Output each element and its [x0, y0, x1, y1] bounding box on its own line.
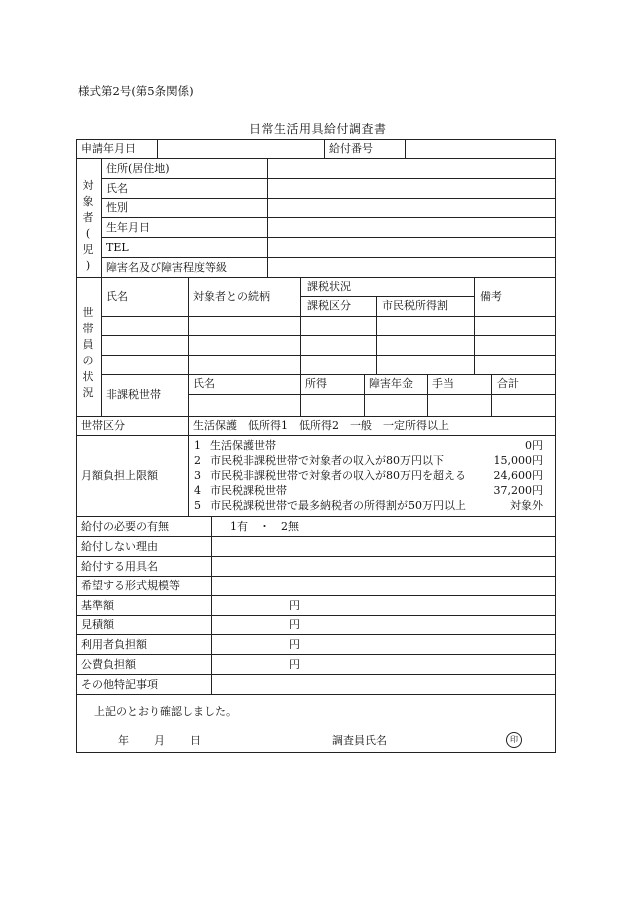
household-name-header: 氏名	[106, 290, 128, 303]
subject-group-label: 対 象 者 ( 児 )	[82, 179, 94, 272]
name-label: 氏名	[106, 182, 128, 195]
yen-unit: 円	[289, 618, 300, 631]
list-item-amount: 対象外	[510, 499, 543, 512]
list-item-number: 1	[194, 439, 201, 452]
list-item-amount: 0円	[525, 439, 543, 452]
yen-unit: 円	[289, 638, 300, 651]
estimate-label: 見積額	[81, 618, 114, 631]
standard-amount-label: 基準額	[81, 599, 114, 612]
list-item-number: 2	[194, 454, 201, 467]
non-taxable-label: 非課税世帯	[106, 388, 161, 401]
sex-label: 性別	[106, 201, 128, 214]
total-header: 合計	[497, 377, 519, 390]
tel-label: TEL	[106, 241, 129, 254]
disability-label: 障害名及び障害程度等級	[106, 261, 227, 274]
desired-spec-label: 希望する形式規模等	[81, 579, 180, 592]
list-item-number: 5	[194, 499, 201, 512]
monthly-limit-label: 月額負担上限額	[81, 469, 158, 482]
application-date-label: 申請年月日	[81, 142, 136, 155]
pension-header: 障害年金	[369, 377, 413, 390]
list-item-description: 生活保護世帯	[210, 439, 276, 452]
household-category-options: 生活保護 低所得1 低所得2 一般 一定所得以上	[193, 419, 449, 432]
document-title: 日常生活用具給付調査書	[249, 122, 387, 136]
tax-status-header: 課税状況	[307, 280, 351, 293]
tax-category-header: 課税区分	[307, 299, 351, 312]
list-item-amount: 24,600円	[493, 469, 543, 482]
year-label: 年	[118, 734, 129, 747]
no-grant-reason-label: 給付しない理由	[81, 540, 158, 553]
address-label: 住所(居住地)	[106, 162, 170, 175]
non-taxable-name-header: 氏名	[193, 377, 215, 390]
list-item-amount: 37,200円	[493, 484, 543, 497]
allowance-header: 手当	[432, 377, 454, 390]
birthdate-label: 生年月日	[106, 221, 150, 234]
list-item-description: 市民税非課税世帯で対象者の収入が80万円を超える	[210, 469, 466, 482]
grant-number-label: 給付番号	[329, 142, 373, 155]
month-label: 月	[154, 734, 165, 747]
relation-header: 対象者との続柄	[193, 290, 270, 303]
municipal-tax-header: 市民税所得割	[382, 299, 448, 312]
necessity-label: 給付の必要の有無	[81, 520, 169, 533]
household-category-label: 世帯区分	[81, 419, 125, 432]
list-item-number: 3	[194, 469, 201, 482]
list-item-description: 市民税課税世帯	[210, 484, 287, 497]
list-item-amount: 15,000円	[493, 454, 543, 467]
household-group-label: 世 帯 員 の 状 況	[82, 306, 94, 399]
confirmation-text: 上記のとおり確認しました。	[94, 705, 237, 718]
yen-unit: 円	[289, 658, 300, 671]
user-burden-label: 利用者負担額	[81, 638, 147, 651]
list-item-number: 4	[194, 484, 201, 497]
list-item-description: 市民税非課税世帯で対象者の収入が80万円以下	[210, 454, 444, 467]
day-label: 日	[190, 734, 201, 747]
seal-icon: 印	[506, 732, 522, 748]
list-item-description: 市民税課税世帯で最多納税者の所得割が50万円以上	[210, 499, 466, 512]
investigator-label: 調査員氏名	[332, 734, 387, 747]
remarks-header: 備考	[480, 290, 502, 303]
public-burden-label: 公費負担額	[81, 658, 136, 671]
necessity-options: 1有 ・ 2無	[230, 520, 299, 533]
other-notes-label: その他特記事項	[81, 678, 158, 691]
yen-unit: 円	[289, 599, 300, 612]
income-header: 所得	[305, 377, 327, 390]
form-number: 様式第2号(第5条関係)	[78, 84, 194, 98]
item-name-label: 給付する用具名	[81, 560, 158, 573]
